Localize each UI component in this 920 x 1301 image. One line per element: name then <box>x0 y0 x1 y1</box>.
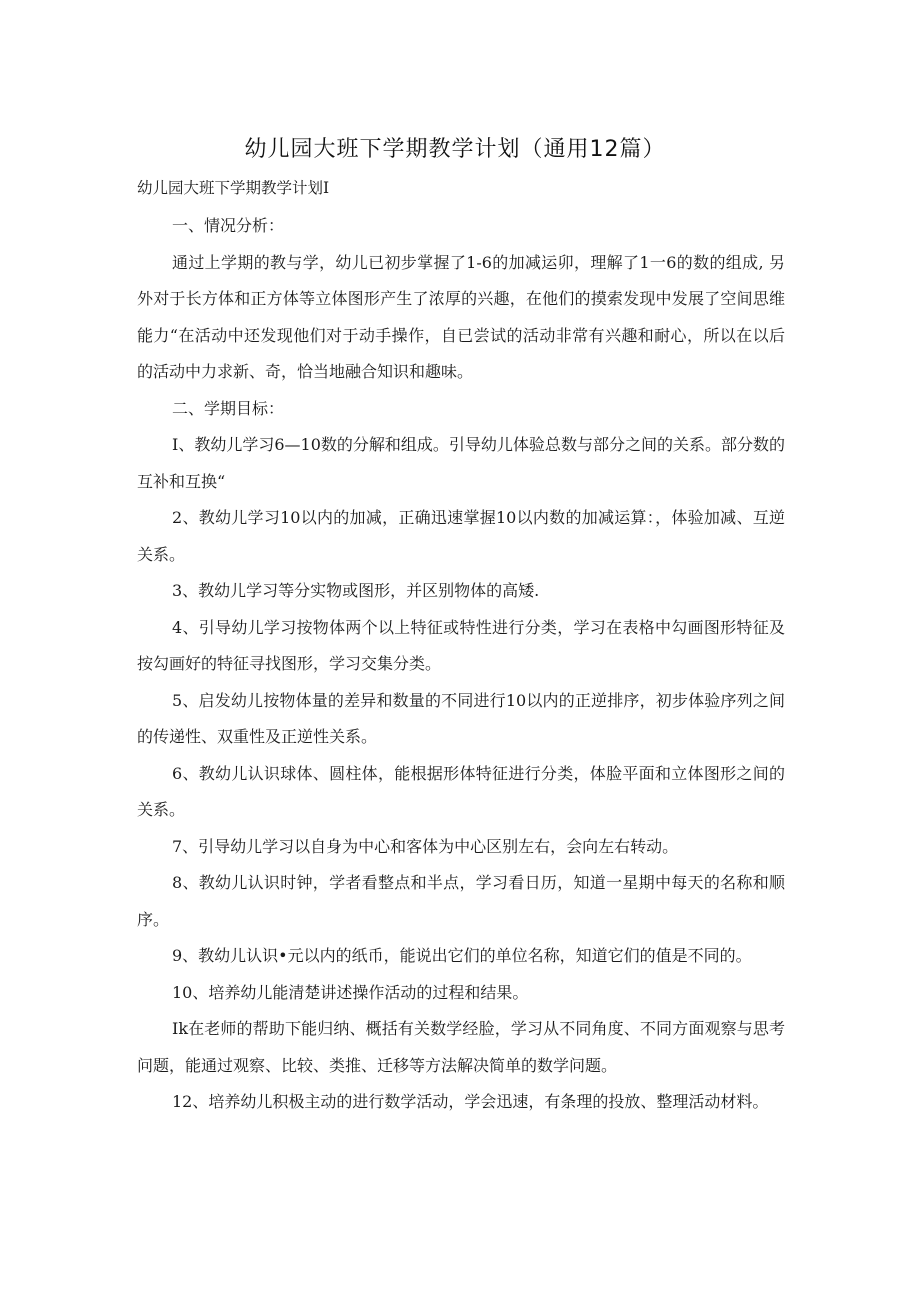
goal-item-9: 9、教幼儿认识•元以内的纸币，能说出它们的单位名称，知道它们的值是不同的。 <box>172 946 752 965</box>
goal-item-6: 6、教幼儿认识球体、圆柱体，能根据形体特征进行分类，体脸平面和立体图形之间的关系。 <box>137 763 785 819</box>
document-title: 幼儿园大班下学期教学计划（通用12篇） <box>244 137 666 162</box>
document-body <box>137 208 785 1121</box>
goal-item-1: I、教幼儿学习6—10数的分解和组成。引导幼儿体验总数与部分之间的关系。部分数的互补和互换“ <box>137 435 785 491</box>
goal-item-10: 10、培养幼儿能清楚讲述操作活动的过程和结果。 <box>172 982 529 1002</box>
goal-item-5: 5、启发幼儿按物体量的差异和数量的不同进行10以内的正逆排序，初步体验序列之间的传递性、双重性及正逆性关系。 <box>137 690 785 746</box>
goal-item-12: 12、培养幼儿积极主动的进行数学活动，学会迅速，有条理的投放、整理活动材料。 <box>172 1092 769 1111</box>
goal-item-4: 4、引导幼儿学习按物体两个以上特征或特性进行分类，学习在表格中勾画图形特征及按勾画好的特征寻找图形，学习交集分类。 <box>137 617 785 673</box>
document-subtitle: 幼儿园大班下学期教学计划I <box>137 179 330 197</box>
goal-item-11: Ik在老师的帮助下能归纳、概括有关数学经脸，学习从不同角度、不同方面观察与思考问题，能通过观察、比较、类推、迁移等方法解决简单的数学问题。 <box>137 1019 785 1075</box>
goal-item-7: 7、引导幼儿学习以自身为中心和客体为中心区别左右，会向左右转动。 <box>172 836 679 856</box>
section-heading-situation: 一、情况分析： <box>172 216 285 235</box>
goal-item-2: 2、教幼儿学习10以内的加减，正确迅速掌握10以内数的加减运算：，体验加减、互逆关系。 <box>137 508 785 564</box>
paragraph-situation-analysis: 通过上学期的教与学，幼儿已初步掌握了1-6的加减运卯，理解了1一6的数的组成, 另外对于长方体和正方体等立体图形产生了浓厚的兴趣，在他们的摸索发现中发展了空间思维能力“在活动中还发现他们对于动手操作，自已尝试的活动非常有兴趣和耐心，所以在以后的活动中力求新、奇，恰当地融合知识和趣味。 <box>137 252 785 381</box>
section-heading-goals: 二、学期目标： <box>172 398 285 418</box>
goal-item-8: 8、教幼儿认识时钟，学者看整点和半点，学习看日历，知道一星期中每天的名称和顺序。 <box>137 873 785 929</box>
goal-item-3: 3、教幼儿学习等分实物或图形，并区别物体的高矮. <box>172 581 540 600</box>
